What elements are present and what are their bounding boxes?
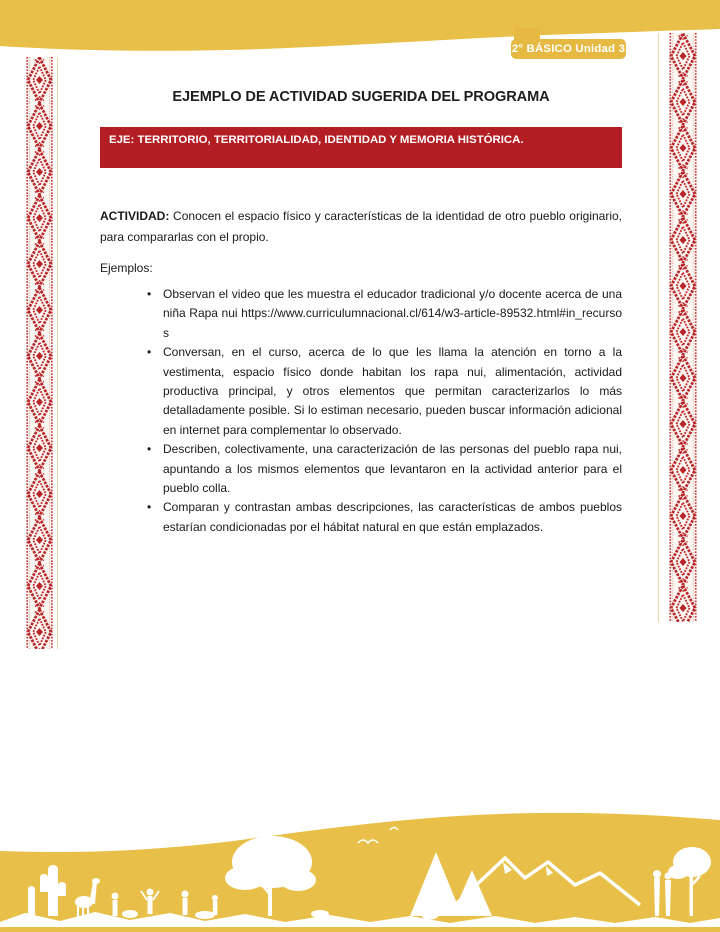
activity-text: Conocen el espacio físico y características de la identidad de otro pueblo originario, para compararlas con el propio. xyxy=(100,209,622,244)
bullet-text: Comparan y contrastan ambas descripciones, las características de ambos pueblos estarían condicionadas por el hábitat natural en que están emplazados. xyxy=(163,500,622,534)
bullet-text: Describen, colectivamente, una caracterización de las personas del pueblo rapa nui, apuntando a los mismos elementos que levantaron en la actividad anterior para el pueblo colla. xyxy=(163,442,622,496)
unit-badge-label: 2° BÁSICO Unidad 3 xyxy=(511,43,626,55)
andean-pattern-right-icon xyxy=(669,33,697,622)
list-item xyxy=(143,285,622,343)
eje-banner xyxy=(100,127,622,168)
resource-link[interactable]: https://www.curriculumnacional.cl/614/w3-article-89532.html#in_recursos xyxy=(163,306,622,340)
bullet-text: Observan el video que les muestra el educador tradicional y/o docente acerca de una niña Rapa nui xyxy=(163,287,622,321)
bullet-text: Conversan, en el curso, acerca de lo que les llama la atención en torno a la vestimenta, espacio físico donde habitan los rapa nui, alimentación, actividad productiva principal, y otros elementos que permitan caracterizarlos lo más detalladamente posible. Si lo estiman necesario, pueden buscar información adicional en internet para complementar lo observado. xyxy=(163,345,622,437)
page-title: EJEMPLO DE ACTIVIDAD SUGERIDA DEL PROGRAMA xyxy=(172,89,550,105)
left-border-edge-line xyxy=(57,57,58,649)
examples-list xyxy=(100,285,622,537)
main-content xyxy=(100,88,622,537)
examples-label: Ejemplos: xyxy=(100,261,153,275)
activity-paragraph xyxy=(100,206,622,248)
list-item xyxy=(143,440,622,498)
andean-pattern-left-icon xyxy=(26,57,53,649)
list-item xyxy=(143,498,622,537)
landscape-footer-illustration xyxy=(0,770,720,932)
list-item xyxy=(143,343,622,440)
right-border-edge-line xyxy=(658,33,659,622)
unit-badge xyxy=(511,39,626,59)
activity-label: ACTIVIDAD: xyxy=(100,209,170,223)
header-wave xyxy=(0,0,720,70)
eje-banner-text: EJE: TERRITORIO, TERRITORIALIDAD, IDENTIDAD Y MEMORIA HISTÓRICA. xyxy=(109,134,524,146)
